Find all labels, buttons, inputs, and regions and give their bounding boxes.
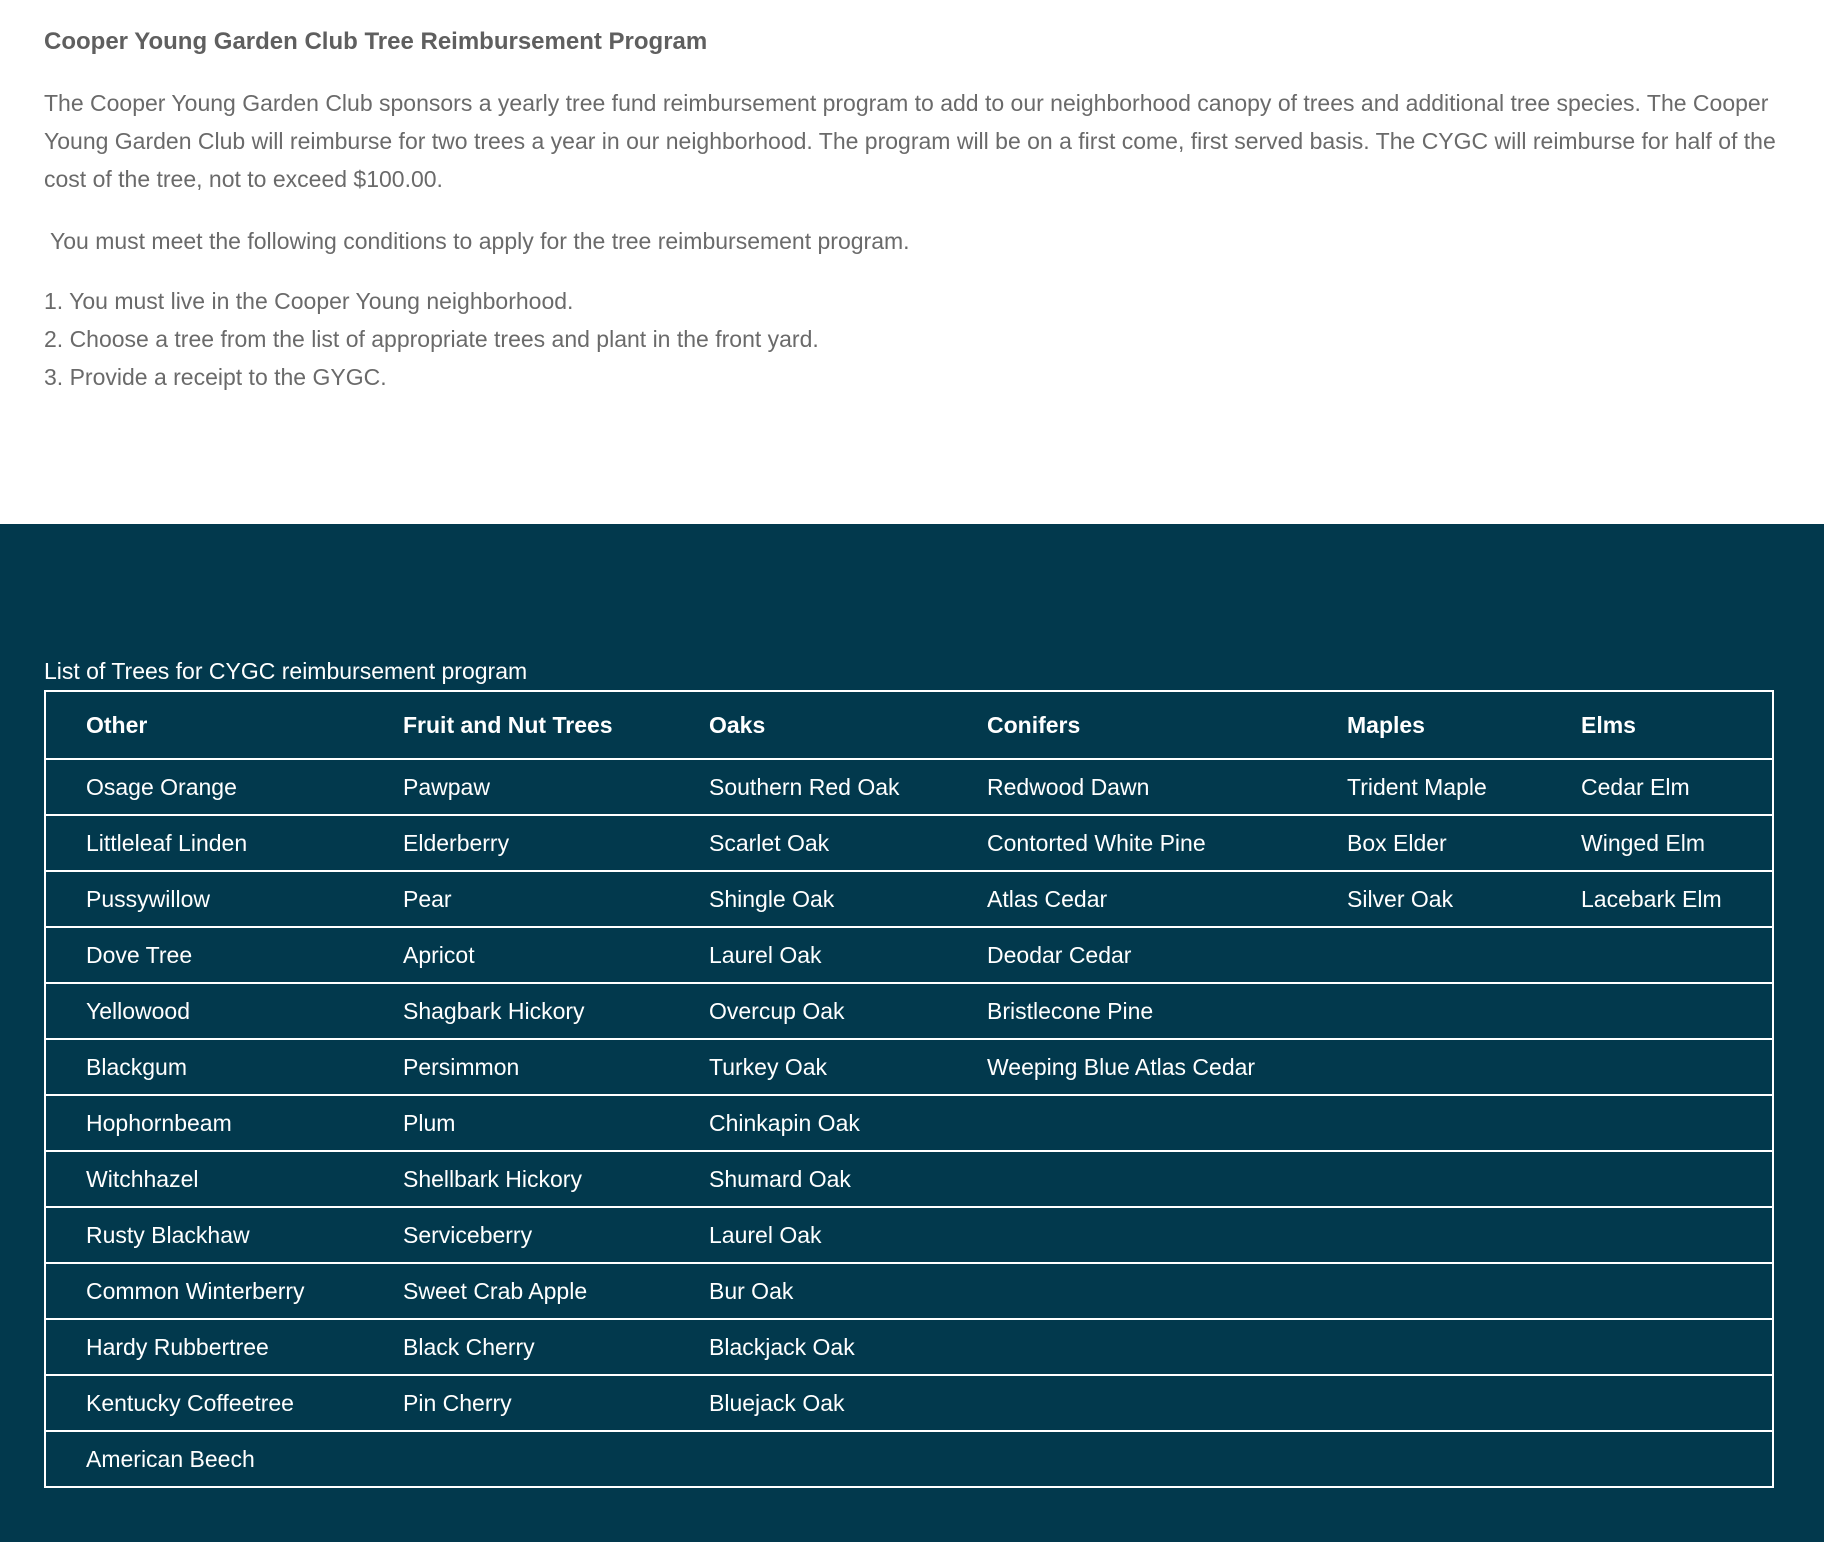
intro-paragraph: The Cooper Young Garden Club sponsors a yearly tree fund reimbursement program to add to our neighborhood canopy of trees and additional tree species. The Cooper Young Garden Club will reimburse for two trees a year in our neighborhood. The program will be on a first come, first served basis. The CYGC will reimburse for half of the cost of the tree, not to exceed $100.00. (44, 90, 1776, 192)
table-cell (947, 1431, 1307, 1487)
table-cell: Cedar Elm (1541, 759, 1773, 815)
table-cell: Lacebark Elm (1541, 871, 1773, 927)
table-cell: Shagbark Hickory (363, 983, 669, 1039)
table-row (45, 1319, 1773, 1375)
table-cell (1307, 1375, 1541, 1431)
table-cell (1307, 1207, 1541, 1263)
table-cell: Weeping Blue Atlas Cedar (947, 1039, 1307, 1095)
table-cell: Dove Tree (45, 927, 363, 983)
table-cell (1541, 1151, 1773, 1207)
table-cell (1541, 1431, 1773, 1487)
table-row (45, 1431, 1773, 1487)
tree-table (44, 690, 1774, 1488)
table-cell: Osage Orange (45, 759, 363, 815)
table-cell: Common Winterberry (45, 1263, 363, 1319)
column-header-oaks: Oaks (709, 711, 766, 738)
condition-item: 2. Choose a tree from the list of appropriate trees and plant in the front yard. (44, 326, 819, 352)
table-cell: Blackjack Oak (669, 1319, 947, 1375)
table-body (45, 759, 1773, 1487)
table-header-row (45, 691, 1773, 759)
condition-item: 3. Provide a receipt to the GYGC. (44, 364, 387, 390)
table-row (45, 1207, 1773, 1263)
table-cell: Blackgum (45, 1039, 363, 1095)
table-row (45, 1151, 1773, 1207)
table-cell: Elderberry (363, 815, 669, 871)
table-cell (947, 1095, 1307, 1151)
table-row (45, 815, 1773, 871)
table-cell (1541, 1039, 1773, 1095)
table-cell: Littleleaf Linden (45, 815, 363, 871)
table-cell (1307, 927, 1541, 983)
column-header-fruit-nut: Fruit and Nut Trees (403, 711, 613, 738)
table-row (45, 871, 1773, 927)
table-cell: Pin Cherry (363, 1375, 669, 1431)
table-row (45, 983, 1773, 1039)
table-row (45, 1095, 1773, 1151)
table-cell: Contorted White Pine (947, 815, 1307, 871)
table-cell (669, 1431, 947, 1487)
table-cell: Pawpaw (363, 759, 669, 815)
table-row (45, 1039, 1773, 1095)
table-cell (1541, 927, 1773, 983)
table-cell (947, 1263, 1307, 1319)
table-cell: Apricot (363, 927, 669, 983)
table-caption: List of Trees for CYGC reimbursement program (44, 658, 528, 684)
table-row (45, 1263, 1773, 1319)
table-cell (1541, 1375, 1773, 1431)
column-header-elms: Elms (1581, 711, 1636, 738)
table-cell (1307, 983, 1541, 1039)
page-title: Cooper Young Garden Club Tree Reimbursement Program (44, 28, 708, 55)
table-cell (947, 1375, 1307, 1431)
table-cell: Atlas Cedar (947, 871, 1307, 927)
table-cell (947, 1319, 1307, 1375)
table-cell: Redwood Dawn (947, 759, 1307, 815)
table-cell: Yellowood (45, 983, 363, 1039)
table-cell: Pear (363, 871, 669, 927)
table-cell: Bristlecone Pine (947, 983, 1307, 1039)
table-row (45, 1375, 1773, 1431)
table-cell: Persimmon (363, 1039, 669, 1095)
table-cell (1307, 1431, 1541, 1487)
table-cell: Shingle Oak (669, 871, 947, 927)
table-cell: Witchhazel (45, 1151, 363, 1207)
table-cell: Overcup Oak (669, 983, 947, 1039)
table-cell: Rusty Blackhaw (45, 1207, 363, 1263)
table-cell: Winged Elm (1541, 815, 1773, 871)
column-header-maples: Maples (1347, 711, 1425, 738)
table-cell: Deodar Cedar (947, 927, 1307, 983)
table-cell: American Beech (45, 1431, 363, 1487)
table-cell: Sweet Crab Apple (363, 1263, 669, 1319)
table-cell (1307, 1319, 1541, 1375)
table-cell: Southern Red Oak (669, 759, 947, 815)
table-cell: Trident Maple (1307, 759, 1541, 815)
table-cell: Shellbark Hickory (363, 1151, 669, 1207)
table-cell: Plum (363, 1095, 669, 1151)
table-cell: Bluejack Oak (669, 1375, 947, 1431)
table-cell: Turkey Oak (669, 1039, 947, 1095)
table-cell (363, 1431, 669, 1487)
table-cell: Box Elder (1307, 815, 1541, 871)
table-cell: Serviceberry (363, 1207, 669, 1263)
table-cell (1541, 1319, 1773, 1375)
conditions-list (44, 282, 1780, 396)
table-cell: Kentucky Coffeetree (45, 1375, 363, 1431)
table-cell (1307, 1263, 1541, 1319)
table-cell: Pussywillow (45, 871, 363, 927)
condition-item: 1. You must live in the Cooper Young neighborhood. (44, 288, 574, 314)
table-cell (1541, 1207, 1773, 1263)
table-cell (1307, 1095, 1541, 1151)
table-cell: Laurel Oak (669, 927, 947, 983)
table-cell: Hophornbeam (45, 1095, 363, 1151)
table-cell: Bur Oak (669, 1263, 947, 1319)
table-cell (947, 1207, 1307, 1263)
table-cell: Scarlet Oak (669, 815, 947, 871)
table-cell: Shumard Oak (669, 1151, 947, 1207)
column-header-other: Other (86, 711, 148, 738)
table-cell: Hardy Rubbertree (45, 1319, 363, 1375)
table-cell (1307, 1039, 1541, 1095)
table-cell: Laurel Oak (669, 1207, 947, 1263)
table-cell (1307, 1151, 1541, 1207)
table-cell: Black Cherry (363, 1319, 669, 1375)
table-cell (1541, 983, 1773, 1039)
table-row (45, 759, 1773, 815)
intro-section (0, 0, 1824, 524)
column-header-conifers: Conifers (987, 711, 1081, 738)
table-cell (1541, 1263, 1773, 1319)
conditions-intro: You must meet the following conditions to apply for the tree reimbursement program. (50, 228, 910, 254)
table-cell (947, 1151, 1307, 1207)
table-cell (1541, 1095, 1773, 1151)
table-cell: Chinkapin Oak (669, 1095, 947, 1151)
tree-list-section (0, 524, 1824, 1542)
table-row (45, 927, 1773, 983)
table-cell: Silver Oak (1307, 871, 1541, 927)
